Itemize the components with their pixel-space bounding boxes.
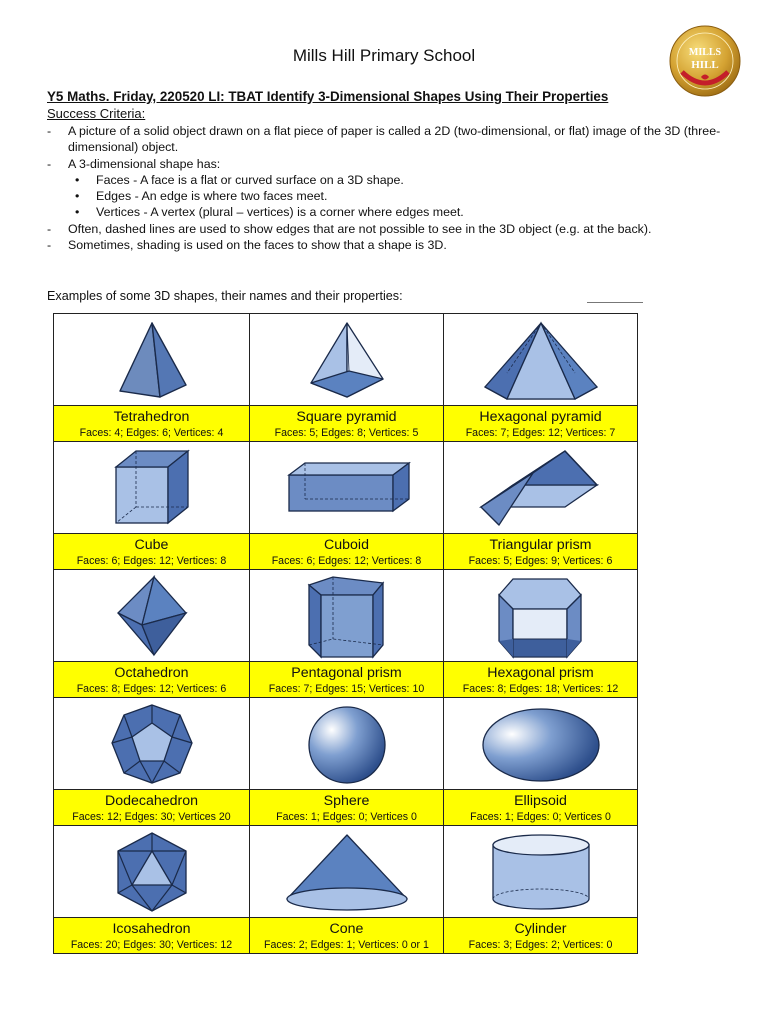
criteria-item: - A picture of a solid object drawn on a flat piece of paper is called a 2D (two-dimensional, or flat) image of the 3D (three-dimensional) object. — [47, 124, 721, 155]
shape-image-cell — [444, 314, 638, 406]
shape-name: Icosahedron — [112, 920, 191, 937]
shape-properties: Faces: 1; Edges: 0; Vertices 0 — [276, 810, 417, 823]
shape-properties: Faces: 4; Edges: 6; Vertices: 4 — [79, 426, 224, 439]
school-logo — [668, 24, 742, 98]
dodecahedron-icon — [102, 701, 202, 787]
icosahedron-icon — [102, 829, 202, 915]
shape-image-cell — [250, 826, 444, 918]
shape-image-cell — [250, 442, 444, 534]
shape-image-cell — [250, 314, 444, 406]
shape-properties: Faces: 6; Edges: 12; Vertices: 8 — [76, 554, 227, 567]
shape-properties: Faces: 7; Edges: 15; Vertices: 10 — [268, 682, 425, 695]
shape-name: Ellipsoid — [514, 792, 567, 809]
octahedron-icon — [102, 573, 202, 659]
shape-label-cell — [54, 406, 250, 442]
shape-properties: Faces: 8; Edges: 12; Vertices: 6 — [76, 682, 227, 695]
tetrahedron-icon — [102, 317, 202, 403]
shape-name: Hexagonal prism — [487, 664, 594, 681]
success-criteria-label: Success Criteria: — [47, 106, 146, 121]
lesson-heading: Y5 Maths. Friday, 220520 LI: TBAT Identify 3-Dimensional Shapes Using Their Properties — [47, 89, 609, 104]
shape-name: Hexagonal pyramid — [479, 408, 602, 425]
ellipsoid-icon — [471, 701, 611, 787]
shape-name: Pentagonal prism — [291, 664, 402, 681]
shape-properties: Faces: 7; Edges: 12; Vertices: 7 — [465, 426, 616, 439]
shape-image-cell — [54, 826, 250, 918]
shape-label-cell — [54, 790, 250, 826]
shape-name: Cuboid — [324, 536, 369, 553]
criteria-subitem-faces: • Faces - A face is a flat or curved surface on a 3D shape. — [75, 172, 404, 187]
sphere-icon — [297, 701, 397, 787]
shape-label-cell — [444, 662, 638, 698]
shape-label-cell — [54, 662, 250, 698]
hexagonal-pyramid-icon — [471, 317, 611, 403]
shape-label-cell — [444, 918, 638, 954]
shape-properties: Faces: 12; Edges: 30; Vertices 20 — [72, 810, 231, 823]
shape-name: Square pyramid — [296, 408, 397, 425]
shape-image-cell — [250, 698, 444, 790]
triangular-prism-icon — [471, 445, 611, 531]
shape-properties: Faces: 5; Edges: 9; Vertices: 6 — [468, 554, 613, 567]
shape-label-cell — [54, 534, 250, 570]
cuboid-icon — [277, 445, 417, 531]
shape-name: Cone — [329, 920, 364, 937]
cube-icon — [102, 445, 202, 531]
criteria-subitem-vertices: • Vertices - A vertex (plural – vertices) is a corner where edges meet. — [75, 205, 464, 220]
shape-label-cell — [250, 918, 444, 954]
shape-properties: Faces: 20; Edges: 30; Vertices: 12 — [70, 938, 233, 951]
shape-name: Cylinder — [514, 920, 567, 937]
shape-name: Cube — [134, 536, 169, 553]
shape-name: Dodecahedron — [104, 792, 199, 809]
shape-image-cell — [250, 570, 444, 662]
shape-properties: Faces: 8; Edges: 18; Vertices: 12 — [462, 682, 619, 695]
shape-name: Tetrahedron — [113, 408, 190, 425]
shape-name: Octahedron — [114, 664, 189, 681]
shape-image-cell — [54, 442, 250, 534]
shape-name: Sphere — [323, 792, 370, 809]
examples-intro: Examples of some 3D shapes, their names and their properties: — [47, 289, 403, 303]
shape-properties: Faces: 1; Edges: 0; Vertices 0 — [470, 810, 611, 823]
shape-label-cell — [250, 406, 444, 442]
square-pyramid-icon — [297, 317, 397, 403]
shape-label-cell — [444, 790, 638, 826]
criteria-subitem-edges: • Edges - An edge is where two faces meet. — [75, 189, 328, 204]
criteria-item: - Sometimes, shading is used on the faces to show that a shape is 3D. — [47, 238, 447, 253]
logo-text-top: MILLS — [688, 47, 722, 58]
cylinder-icon — [481, 829, 601, 915]
success-criteria-list — [47, 123, 727, 253]
criteria-item: - A 3-dimensional shape has: — [47, 156, 221, 171]
shape-properties: Faces: 6; Edges: 12; Vertices: 8 — [271, 554, 422, 567]
hexagonal-prism-icon — [491, 573, 591, 659]
shape-image-cell — [54, 314, 250, 406]
pentagonal-prism-icon — [297, 573, 397, 659]
logo-text-bottom: HILL — [691, 59, 719, 71]
shape-properties: Faces: 3; Edges: 2; Vertices: 0 — [468, 938, 613, 951]
cone-icon — [277, 829, 417, 915]
shape-label-cell — [444, 534, 638, 570]
shape-label-cell — [250, 534, 444, 570]
shape-image-cell — [444, 570, 638, 662]
shape-image-cell — [444, 826, 638, 918]
shape-label-cell — [54, 918, 250, 954]
shape-properties: Faces: 5; Edges: 8; Vertices: 5 — [274, 426, 419, 439]
shape-properties: Faces: 2; Edges: 1; Vertices: 0 or 1 — [264, 938, 429, 951]
shape-label-cell — [250, 662, 444, 698]
divider — [587, 302, 643, 303]
shapes-table — [53, 313, 638, 954]
shape-label-cell — [444, 406, 638, 442]
shape-image-cell — [54, 698, 250, 790]
school-name: Mills Hill Primary School — [292, 46, 476, 65]
criteria-item: - Often, dashed lines are used to show edges that are not possible to see in the 3D object (e.g. at the back). — [47, 221, 652, 236]
shape-image-cell — [444, 442, 638, 534]
shape-name: Triangular prism — [489, 536, 592, 553]
shape-label-cell — [250, 790, 444, 826]
shape-image-cell — [54, 570, 250, 662]
shape-image-cell — [444, 698, 638, 790]
